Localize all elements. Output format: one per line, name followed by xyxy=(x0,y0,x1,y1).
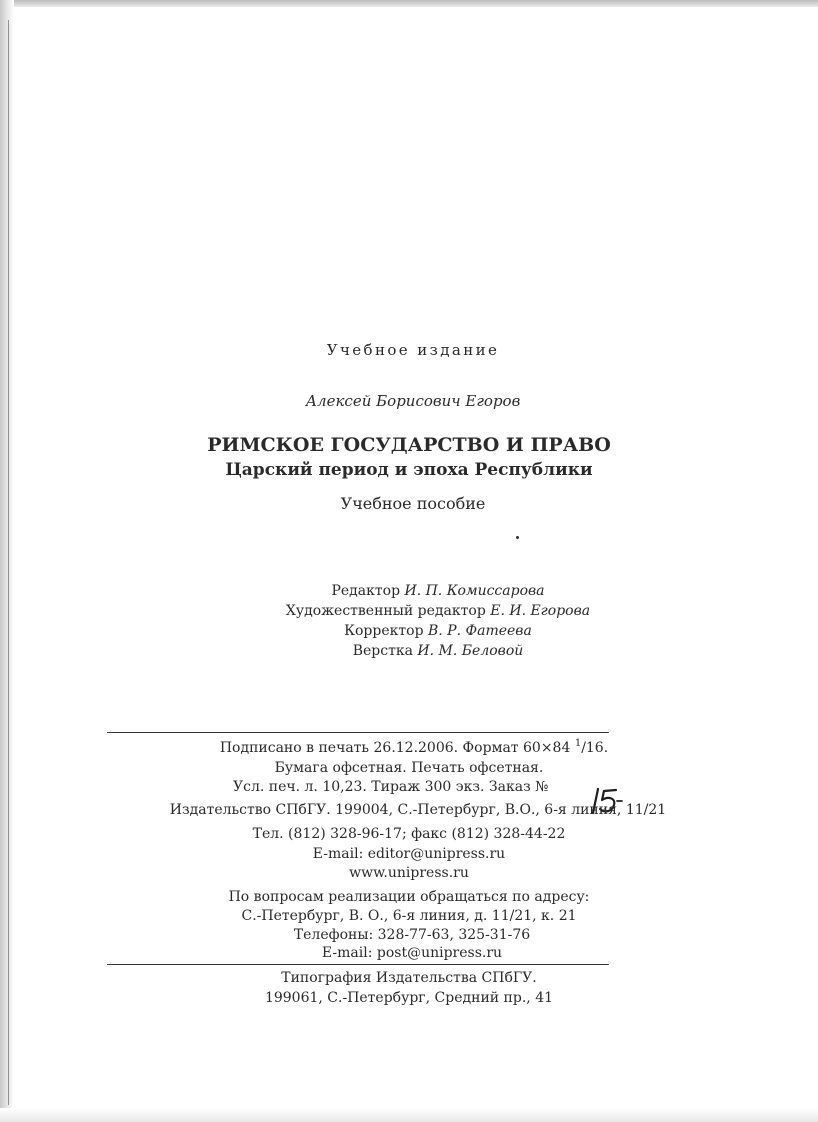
edition-type: Учебное издание xyxy=(326,341,500,359)
format-end: . xyxy=(603,740,609,756)
divider-top xyxy=(107,732,609,733)
credit-proofreader xyxy=(0,624,818,638)
credit-role: Верстка xyxy=(352,643,413,659)
credit-art-editor xyxy=(0,604,818,618)
printer-name: Типография Издательства СПбГУ. xyxy=(281,970,537,986)
imprint-paper: Бумага офсетная. Печать офсетная. xyxy=(274,760,544,776)
sales-phones: Телефоны: 328-77-63, 325-31-76 xyxy=(293,927,531,943)
credit-person: Е. И. Егорова xyxy=(490,603,591,619)
imprint-signed xyxy=(0,738,818,756)
sales-address: С.-Петербург, В. О., 6-я линия, д. 11/21, к. 21 xyxy=(241,908,577,924)
book-subtitle: Царский период и эпоха Республики xyxy=(225,460,593,480)
credit-role: Художественный редактор xyxy=(285,603,486,619)
author-name: Алексей Борисович Егоров xyxy=(305,392,521,410)
credit-layout xyxy=(0,644,818,658)
credit-person: И. П. Комиссарова xyxy=(404,583,545,599)
scan-spine-line xyxy=(8,20,9,1105)
ink-speck xyxy=(516,536,519,539)
sales-email: E-mail: post@unipress.ru xyxy=(321,945,503,961)
imprint-phone: Тел. (812) 328-96-17; факс (812) 328-44-22 xyxy=(252,826,566,842)
imprint-email: E-mail: editor@unipress.ru xyxy=(312,846,506,862)
format-fraction-denominator: /16 xyxy=(581,740,604,756)
imprint-print-run: Усл. печ. л. 10,23. Тираж 300 экз. Заказ № xyxy=(233,779,549,795)
scan-bottom-edge xyxy=(0,1108,818,1122)
book-title: РИМСКОЕ ГОСУДАРСТВО И ПРАВО xyxy=(207,434,611,456)
printer-address: 199061, С.-Петербург, Средний пр., 41 xyxy=(264,990,554,1006)
format-fraction-numerator: 1 xyxy=(574,738,582,749)
book-genre: Учебное пособие xyxy=(340,494,486,513)
credit-editor xyxy=(0,584,818,598)
imprint-signed-text: Подписано в печать 26.12.2006. Формат 60×84 xyxy=(219,740,571,756)
credit-role: Редактор xyxy=(331,583,401,599)
divider-bottom xyxy=(107,964,609,965)
sales-intro: По вопросам реализации обращаться по адресу: xyxy=(228,889,590,905)
imprint-publisher: Издательство СПбГУ. 199004, С.-Петербург, В.О., 6-я линия, 11/21 xyxy=(169,802,667,818)
credit-person: И. М. Беловой xyxy=(417,643,524,659)
imprint-website: www.unipress.ru xyxy=(349,865,469,881)
scan-top-edge xyxy=(0,0,818,7)
credit-person: В. Р. Фатеева xyxy=(427,623,532,639)
credit-role: Корректор xyxy=(344,623,424,639)
